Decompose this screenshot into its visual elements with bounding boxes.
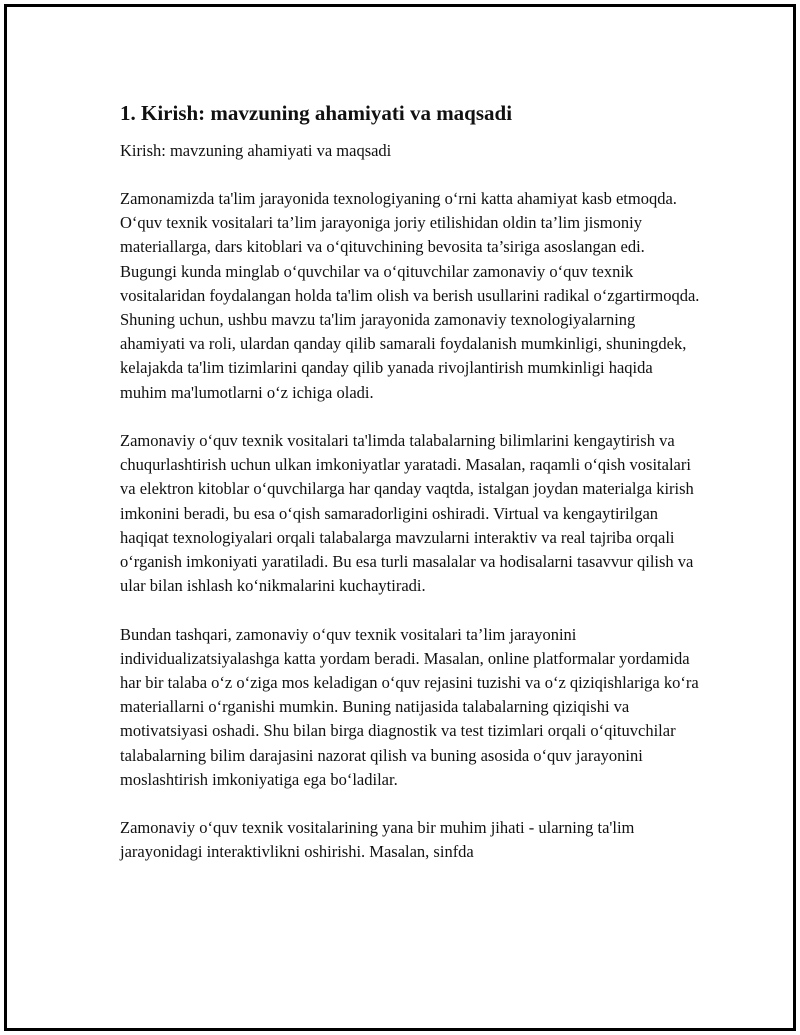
section-heading: 1. Kirish: mavzuning ahamiyati va maqsadi [120, 101, 513, 125]
document-body [120, 99, 700, 889]
paragraph-1: Zamonamizda ta'lim jarayonida texnologiyaning o‘rni katta ahamiyat kasb etmoqda. O‘quv texnik vositalari ta’lim jarayoniga joriy etilishidan oldin ta’lim jismoniy materiallarga, dars kitoblari va o‘qituvchining bevosita ta’siriga asoslangan edi. Bugungi kunda minglab o‘quvchilar va o‘qituvchilar zamonaviy o‘quv texnik vositalaridan foydalangan holda ta'lim olish va berish usullarini radikal o‘zgartirmoqda. Shuning uchun, ushbu mavzu ta'lim jarayonida zamonaviy texnologiyalarning ahamiyati va roli, ulardan qanday qilib samarali foydalanish mumkinligi, shuningdek, kelajakda ta'lim tizimlarini qanday qilib yanada rivojlantirish mumkinligi haqida muhim ma'lumotlarni o‘z ichiga oladi. [120, 189, 700, 402]
paragraph-3: Bundan tashqari, zamonaviy o‘quv texnik vositalari ta’lim jarayonini individualizatsiyalashga katta yordam beradi. Masalan, online platformalar yordamida har bir talaba o‘z o‘ziga mos keladigan o‘quv rejasini tuzishi va o‘z qiziqishlariga ko‘ra materiallarni o‘rganishi mumkin. Buning natijasida talabalarning qiziqishi va motivatsiyasi oshadi. Shu bilan birga diagnostik va test tizimlari orqali o‘qituvchilar talabalarning bilim darajasini nazorat qilish va buning asosida o‘quv jarayonini moslashtirish imkoniyatiga ega bo‘ladilar. [120, 624, 699, 789]
section-subheading: Kirish: mavzuning ahamiyati va maqsadi [120, 141, 392, 160]
page-frame [4, 4, 796, 1031]
paragraph-4: Zamonaviy o‘quv texnik vositalarining yana bir muhim jihati - ularning ta'lim jarayonidagi interaktivlikni oshirishi. Masalan, sinfda [120, 818, 635, 862]
paragraph-2: Zamonaviy o‘quv texnik vositalari ta'limda talabalarning bilimlarini kengaytirish va chuqurlashtirish uchun ulkan imkoniyatlar yaratadi. Masalan, raqamli o‘qish vositalari va elektron kitoblar o‘quvchilarga har qanday vaqtda, istalgan joydan materialga kirish imkonini beradi, bu esa o‘qish samaradorligini oshiradi. Virtual va kengaytirilgan haqiqat texnologiyalari orqali talabalarga mavzularni interaktiv va real tajriba orqali o‘rganish imkoniyati yaratiladi. Bu esa turli masalalar va hodisalarni tasavvur qilish va ular bilan ishlash ko‘nikmalarini kuchaytiradi. [120, 431, 694, 596]
